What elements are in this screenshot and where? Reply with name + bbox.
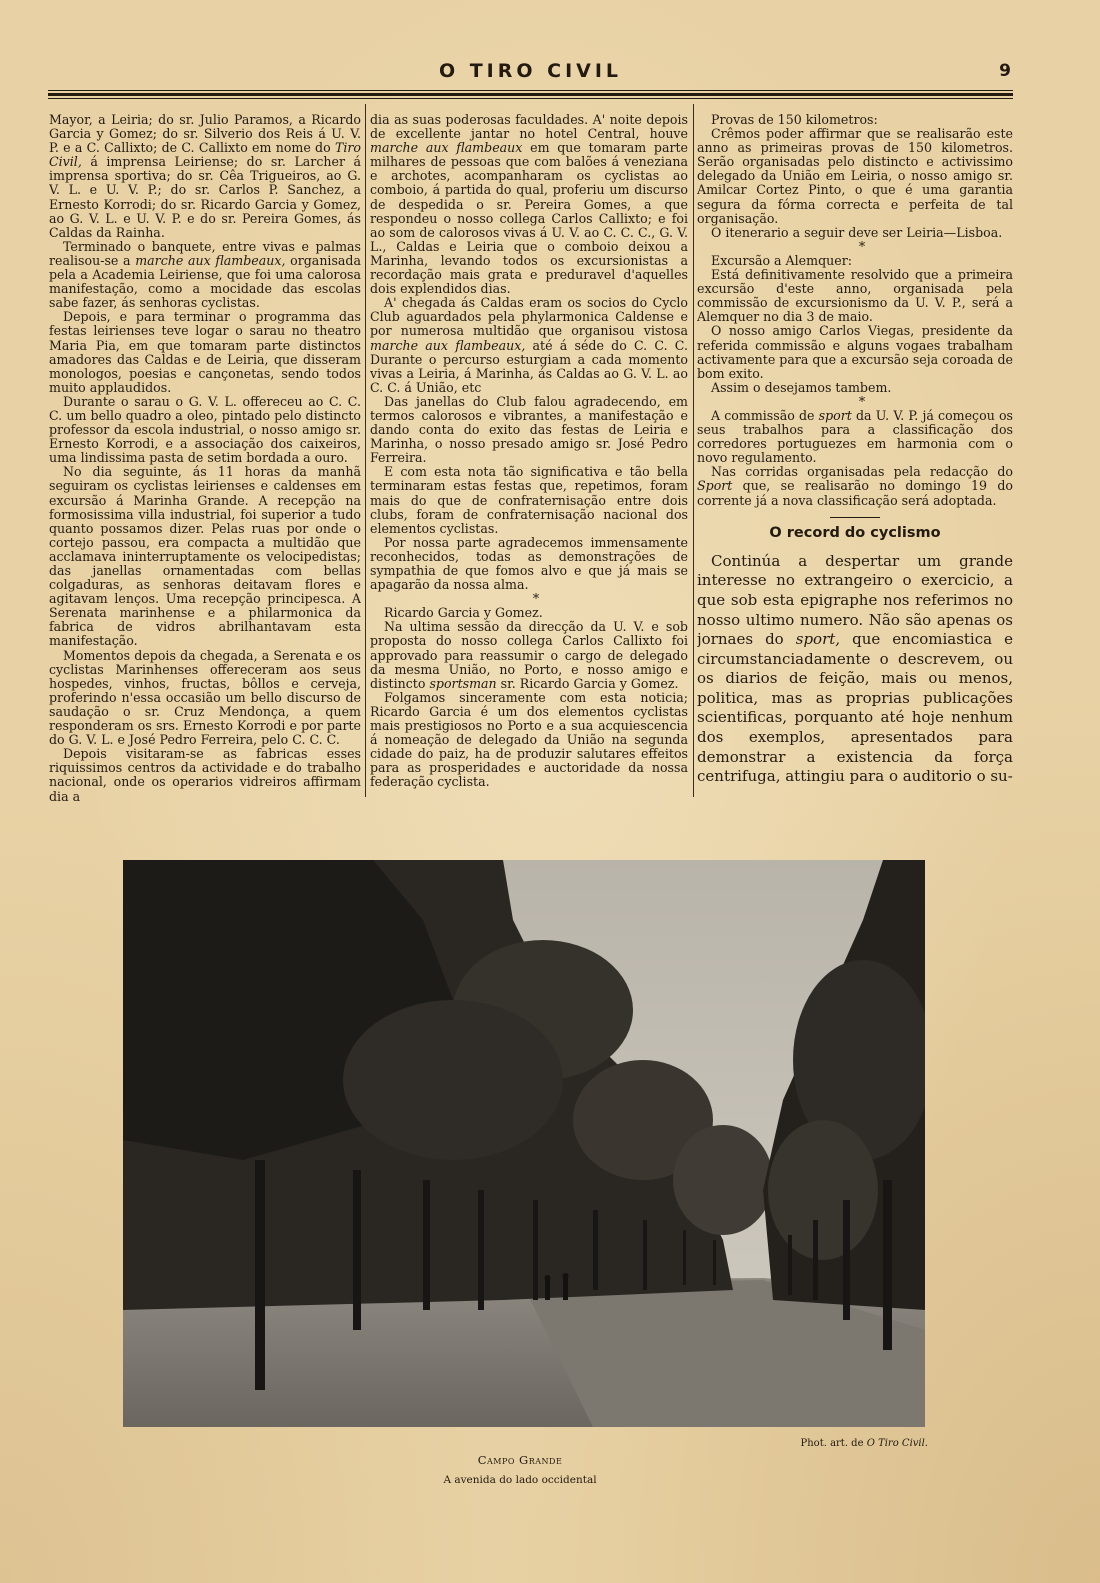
paragraph: Assim o desejamos tambem. (711, 379, 892, 395)
paragraph: Das janellas do Club falou agradecendo, em termos calorosos e vibrantes, a manifestação e dando conta do exito das festas de Leiria e Marinha, o nosso presado amigo sr. José Pedro Ferreira. (370, 393, 688, 466)
masthead-rule (48, 90, 1013, 91)
paragraph: A commissão de sport da U. V. P. já começou os seus trabalhos para a classificação dos corredores portuguezes em harmonia com o novo regulamento. (697, 407, 1013, 466)
running-title: O TIRO CIVIL (438, 60, 623, 82)
paragraph: Mayor, a Leiria; do sr. Julio Paramos, a Ricardo Garcia y Gomez; do sr. Silverio dos Reis á U. V. P. e a C. Callixto; de C. Callixto em nome do Tiro Civil, á imprensa Leiriense; do sr. Larcher á imprensa sportiva; do sr. Cêa Trigueiros, ao G. V. L. e U. V. P.; do sr. Carlos P. Sanchez, a Ernesto Korrodi; do sr. Ricardo Garcia y Gomez, ao G. V. L. e U. V. P. e do sr. Pereira Gomes, ás Caldas da Rainha. (49, 113, 361, 240)
paragraph: No dia seguinte, ás 11 horas da manhã seguiram os cyclistas leirienses e caldenses em excursão á Marinha Grande. A recepção na formosissima villa industrial, foi superior a tudo quanto possamos dizer. Pelas ruas por onde o cortejo passou, era compacta a multidão que acclamava ininterruptamente os velocipedistas; das janellas ornamentadas com bellas colgaduras, as senhoras deitavam flores e agitavam lenços. Uma recepção principesca. A Serenata marinhense e a philarmonica da fabrica de vidros abrilhantavam esta manifestação. (49, 464, 361, 649)
paragraph: Durante o sarau o G. V. L. offereceu ao C. C. C. um bello quadro a oleo, pintado pelo distincto professor da escola industrial, o nosso amigo sr. Ernesto Korrodi, e a associação dos caixeiros, uma lindissima pasta de setim bordada a ouro. (49, 393, 361, 466)
paragraph: Depois visitaram-se as fabricas esses riquissimos centros da actividade e do trabalho nacional, onde os operarios vidreiros affirmam dia a (49, 746, 361, 803)
masthead-rule (48, 98, 1013, 99)
photo-caption-title: Campo Grande (477, 1453, 563, 1467)
news-notes (697, 113, 1013, 508)
section-asterisk: * (532, 591, 540, 607)
paragraph: Depois, e para terminar o programma das festas leirienses teve logar o sarau no theatro Maria Pia, em que tomaram parte distinctos amadores das Caldas e de Leiria, que disseram monologos, poesias e cançonetas, sendo todos muito applaudidos. (49, 309, 361, 395)
paragraph: Crêmos poder affirmar que se realisarão este anno as primeiras provas de 150 kilometros. Serão organisadas pelo distincto e activissimo delegado da União em Leiria, o nosso amigo sr. Amilcar Cortez Pinto, o que é uma garantia segura da fórma correcta e perfeita de tal organisação. (697, 126, 1013, 226)
photo-credit: Phot. art. de O Tiro Civil. (800, 1438, 928, 1449)
paragraph: dia as suas poderosas faculdades. A' noite depois de excellente jantar no hotel Central, houve marche aux flambeaux em que tomaram parte milhares de pessoas que com balões á veneziana e archotes, acompanharam os cyclistas ao comboio, á partida do qual, proferiu um discurso de despedida o sr. Pereira Gomes, a que respondeu o nosso collega Carlos Callixto; e foi ao som de calorosos vivas á U. V. ao C. C. C., G. V. L., Caldas e Leiria que o comboio deixou a Marinha, levando todos os excursionistas a recordação mais grata e preduravel d'aquelles dois explendidos dias. (370, 113, 688, 297)
paragraph: Provas de 150 kilometros: (711, 113, 878, 127)
paragraph: Por nossa parte agradecemos immensamente reconhecidos, todas as demonstrações de sympathia de que fomos alvo e que já mais se apagarão da nossa alma. (370, 534, 688, 593)
paragraph: Na ultima sessão da direcção da U. V. e sob proposta do nosso collega Carlos Callixto foi approvado para reassumir o cargo de delegado da mesma União, no Porto, e nosso amigo e distincto sportsman sr. Ricardo Garcia y Gomez. (370, 619, 688, 691)
section-asterisk: * (858, 393, 866, 409)
masthead-rule (48, 93, 1013, 96)
page-number: 9 (999, 61, 1011, 81)
paragraph: O itenerario a seguir deve ser Leiria—Lisboa. (711, 224, 1003, 240)
column-divider (693, 104, 694, 797)
article-lead (697, 552, 1013, 787)
photograph-campo-grande (123, 860, 925, 1427)
paragraph: A' chegada ás Caldas eram os socios do Cyclo Club aguardados pela phylarmonica Caldense e por numerosa multidão que organisou vistosa marche aux flambeaux, até á séde do C. C. C. Durante o percurso esturgiam a cada momento vivas a Leiria, á Marinha, ás Caldas ao G. V. L. ao C. C. á União, etc (370, 295, 688, 395)
text-column-1 (49, 113, 361, 803)
photo-caption-subtitle: A avenida do lado occidental (443, 1474, 597, 1486)
paragraph: Momentos depois da chegada, a Serenata e os cyclistas Marinhenses offereceram aos seus hospedes, vinhos, fructas, bôllos e cerveja, proferindo n'essa occasião um bello discurso de saudação o sr. Cruz Mendonça, a quem responderam os srs. Ernesto Korrodi e por parte do G. V. L. e José Pedro Ferreira, pelo C. C. C. (49, 647, 361, 748)
column-divider (365, 104, 366, 797)
paragraph: Terminado o banquete, entre vivas e palmas realisou-se a marche aux flambeaux, organisada pela a Academia Leiriense, que foi uma calorosa manifestação, como a mocidade das escolas sabe fazer, ás senhoras cyclistas. (49, 238, 361, 311)
article-heading: O record do cyclismo (769, 524, 941, 541)
masthead (48, 56, 1013, 101)
section-divider (830, 517, 880, 518)
paragraph: E com esta nota tão significativa e tão bella terminaram estas festas que, repetimos, foram mais do que de confraternisação entre dois clubs, foram de confraternisação nacional dos elementos cyclistas. (370, 464, 688, 536)
text-column-2 (370, 113, 688, 803)
text-column-3 (697, 113, 1013, 803)
paragraph: Folgamos sinceramente com esta noticia; Ricardo Garcia é um dos elementos cyclistas mais prestigiosos no Porto e a sua acquiescencia á nomeação de delegado da União na segunda cidade do paiz, ha de produzir salutares effeitos para as prosperidades e auctoridade da nossa federação cyclista. (370, 689, 688, 790)
section-asterisk: * (858, 238, 866, 254)
paragraph: Está definitivamente resolvido que a primeira excursão d'este anno, organisada pela commissão de excursionismo da U. V. P., será a Alemquer no dia 3 de maio. (697, 267, 1013, 325)
paragraph: Ricardo Garcia y Gomez. (384, 605, 543, 621)
article-lead-paragraph: Continúa a despertar um grande interesse no extrangeiro o exercicio, a que sob esta epigraphe nos referimos no nosso ultimo numero. Não são apenas os jornaes do sport, que encomiastica e circumstanciadamente o descrevem, ou os diarios de feição, mais ou menos, politica, mas as proprias publicações scientificas, porquanto até hoje nenhum dos exemplos, apresentados para demonstrar a existencia da força centrifuga, attingiu para o auditorio o su- (697, 551, 1013, 786)
paragraph: O nosso amigo Carlos Viegas, presidente da referida commissão e alguns vogaes trabalham activamente para que a excursão seja coroada de bom exito. (697, 323, 1013, 381)
paragraph: Excursão a Alemquer: (711, 252, 852, 268)
paragraph: Nas corridas organisadas pela redacção do Sport que, se realisarão no domingo 19 do corrente já a nova classificação será adoptada. (697, 464, 1013, 508)
